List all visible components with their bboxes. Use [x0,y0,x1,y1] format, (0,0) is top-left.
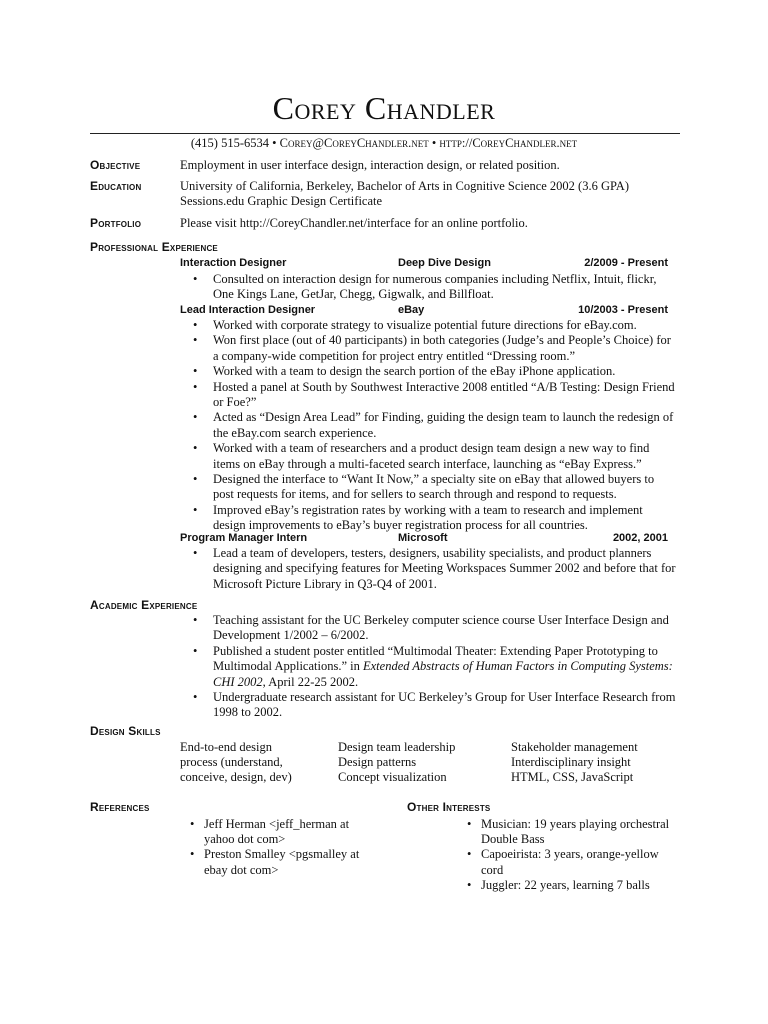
bullet-item: • Acted as “Design Area Lead” for Finding, guiding the design team to launch the redesign of the eBay.com search experience. [180,410,678,441]
skill-item: Design patterns [338,754,417,769]
education-certificate: Sessions.edu Graphic Design Certificate [180,194,383,208]
header-divider [90,133,680,134]
publication-title: Extended Abstracts of Human Factors in Computing Systems: CHI 2002 [213,659,673,689]
education-text [180,179,680,209]
skill-item: Concept visualization [338,769,447,784]
references-heading: References [90,800,150,814]
portfolio-heading: Portfolio [90,216,142,230]
education-heading: Education [90,179,142,193]
bullet-item: • Hosted a panel at South by Southwest Interactive 2008 entitled “A/B Testing: Design Friend or Foe?” [180,380,678,411]
bullet-item: • Worked with corporate strategy to visualize potential future directions for eBay.com. [180,318,678,333]
bullet-item: • Designed the interface to “Want It Now,” a specialty site on eBay that allowed buyers to post requests for items, and for sellers to search through and respond to requests. [180,472,678,503]
skill-item: Interdisciplinary insight [511,754,631,769]
skill-item: HTML, CSS, JavaScript [511,769,634,784]
poster-text: Published a student poster entitled “Multimodal Theater: Extending Paper Prototyping to Multimodal Applications.” in [213,643,658,674]
references-list [190,817,375,878]
reference-item: • Jeff Herman <jeff_herman at yahoo dot com> [190,817,375,847]
interests-list [467,817,682,893]
interest-item: • Juggler: 22 years, learning 7 balls [467,878,682,893]
job-dates: 10/2003 - Present [578,304,668,316]
job-title: Program Manager Intern [180,532,308,544]
objective-text: Employment in user interface design, interaction design, or related position. [180,158,560,172]
job-dates: 2/2009 - Present [584,257,668,269]
bullet-item: • Lead a team of developers, testers, designers, usability specialists, and product planners designing and specifying features for Meeting Workspaces Summer 2002 and before that for Microsoft Picture Library in Q3-Q4 of 2001. [180,546,678,592]
bullet-item: • Improved eBay’s registration rates by working with a team to research and implement design improvements to eBay’s buyer registration process for all countries. [180,503,678,534]
resume-name: Corey Chandler [272,90,496,126]
bullet-item [180,644,678,690]
skill-item: End-to-end design [180,740,272,754]
job-company: eBay [398,304,425,316]
job-header [180,304,668,318]
portfolio-text: Please visit http://CoreyChandler.net/interface for an online portfolio. [180,216,528,230]
skill-item: process (understand, [180,754,283,769]
objective-heading: Objective [90,158,141,172]
job-bullets [180,546,678,592]
job-bullets [180,318,678,534]
design-skills-heading: Design Skills [90,724,161,738]
contact-line: (415) 515-6534 • Corey@CoreyChandler.net • http://CoreyChandler.net [190,136,578,150]
bullet-item: • Worked with a team of researchers and a product design team design a new way to find items on eBay through a multi-faceted search interface, launching as “eBay Express.” [180,441,678,472]
job-title: Lead Interaction Designer [180,304,316,316]
skills-column-3 [511,740,638,784]
bullet-item: • Undergraduate research assistant for UC Berkeley’s Group for User Interface Research from 1998 to 2002. [180,690,678,721]
interest-item: • Capoeirista: 3 years, orange-yellow cord [467,847,682,877]
skill-item: conceive, design, dev) [180,769,292,784]
job-company: Deep Dive Design [398,257,491,269]
bullet-item: • Consulted on interaction design for numerous companies including Netflix, Intuit, flickr, One Kings Lane, GetJar, Chegg, Gigwalk, and Billfloat. [180,272,678,303]
skills-column-2 [338,740,455,784]
job-header [180,532,668,546]
bullet-item: • Won first place (out of 40 participants) in both categories (Judge’s and People’s Choice) for a company-wide competition for project entry entitled “Dressing room.” [180,333,678,364]
skill-item: Stakeholder management [511,740,638,754]
reference-item: • Preston Smalley <pgsmalley at ebay dot com> [190,847,375,877]
job-company: Microsoft [398,532,448,544]
job-title: Interaction Designer [180,257,287,269]
interest-item: • Musician: 19 years playing orchestral Double Bass [467,817,682,847]
academic-bullets [180,613,678,721]
job-header [180,257,668,271]
professional-experience-heading: Professional Experience [90,240,218,254]
publication-date: , April 22-25 2002. [262,674,359,689]
job-bullets [180,272,678,303]
skill-item: Design team leadership [338,740,456,754]
bullet-item: • Worked with a team to design the search portion of the eBay iPhone application. [180,364,678,379]
job-dates: 2002, 2001 [612,532,668,544]
skills-column-1 [180,740,292,784]
bullet-item: • Teaching assistant for the UC Berkeley computer science course User Interface Design and Development 1/2002 – 6/2002. [180,613,678,644]
academic-experience-heading: Academic Experience [90,598,198,612]
other-interests-heading: Other Interests [407,800,491,814]
education-degree: University of California, Berkeley, Bachelor of Arts in Cognitive Science 2002 (3.6 GPA) [180,179,629,193]
